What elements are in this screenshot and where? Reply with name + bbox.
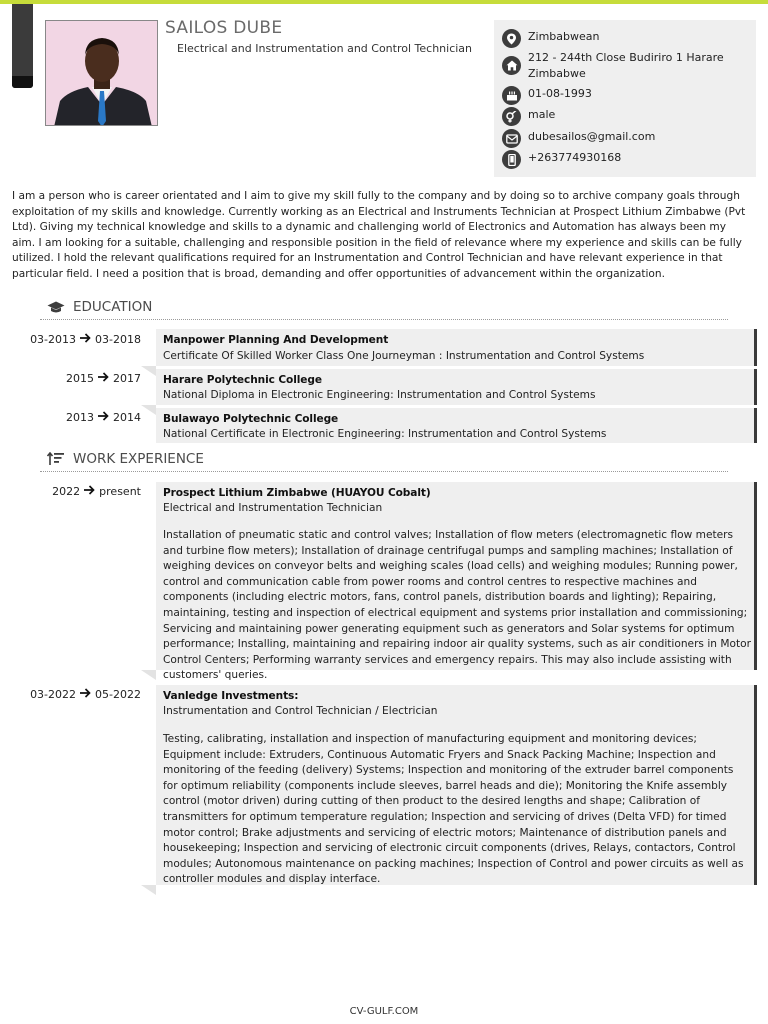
education-date-1 [30,333,141,346]
work-date-2 [30,688,141,701]
gender: male [528,108,556,121]
education-entry-2 [156,369,757,405]
education-heading [47,299,152,315]
birthdate-row [502,86,746,105]
contact-panel [494,20,756,177]
home-icon [502,56,521,75]
education-heading-label: EDUCATION [73,299,153,315]
phone[interactable]: +263774930168 [528,151,622,164]
arrow-right-icon [98,411,109,424]
footer-brand[interactable]: CV-GULF.COM [349,1006,419,1017]
profile-summary: I am a person who is career orientated and I aim to give my skill fully to the company and by doing so to archive company goals through exploitation of my skills and knowledge. Currently working as an Electrical and Instruments Technician at Prospect Lithium Zimbabwe (Pvt Ltd). Giving my technical knowledge and skills to a dynamic and challenging world of Electronics and Automation has always been my aim. I am looking for a suitable, challenging and responsible position in the field of relevance where my experience and skills can be fully utilized. I hold the relevant qualifications required for an Instrumentation and Control Technician and have relevant experience in that particular field. I need a position that is broad, demanding and offer opportunities of advancement within the organization. [12,190,746,280]
work-role-2: Instrumentation and Control Technician / Electrician [163,705,438,717]
work-start-1: 2022 [52,485,81,498]
nationality: Zimbabwean [528,30,600,43]
graduation-cap-icon [47,299,65,315]
work-heading [47,451,204,467]
work-description-1: Installation of pneumatic static and control valves; Installation of flow meters (electromagnetic flow meters and turbine flow meters); Installation of drainage centrifugal pumps and sampling machines; Installation of weighing devices on conveyor belts and weighing scales (load cells) and weighing modules; Running power, control and communication cable from power rooms and control centres to respective machines and components (including electric motors, fans, control panels, distribution boards and lighting); Repairing, maintaining, testing and inspection of electrical equipment and systems prior installation and commissioning; Servicing and maintaining power generating equipment such as generators and Solar systems for optimum performance; Installing, maintaining and repairing indoor air quality systems, such as air conditioners in Motor Control Centers; Performing warranty services and emergency repairs. This may also include assisting with customers' queries. [163,529,751,682]
education-date-2 [66,372,141,385]
work-start-2: 03-2022 [30,688,77,701]
email[interactable]: dubesailos@gmail.com [528,130,656,143]
profile-photo [45,20,158,126]
side-tab [12,4,33,88]
education-start-2: 2015 [66,372,94,385]
education-divider [40,319,728,320]
gender-row [502,107,746,126]
arrow-right-icon [80,333,91,346]
education-institution-2: Harare Polytechnic College [163,374,322,386]
address-line-2: Zimbabwe [528,67,586,80]
work-end-2: 05-2022 [95,688,141,701]
arrow-right-icon [84,485,95,498]
email-row [502,129,746,148]
sort-list-icon [47,451,65,467]
arrow-right-icon [80,688,91,701]
address-row [502,50,746,82]
education-entry-3 [156,408,757,443]
education-end-3: 2014 [113,411,141,424]
address [528,50,746,82]
arrow-right-icon [98,372,109,385]
gender-icon [502,107,521,126]
education-date-3 [66,411,141,424]
location-pin-icon [502,29,521,48]
top-accent-bar [0,0,768,4]
work-entry-1 [156,482,757,682]
work-end-1: present [99,485,141,498]
candidate-name: SAILOS DUBE [165,18,283,38]
education-institution-3: Bulawayo Polytechnic College [163,413,339,425]
education-qualification-1: Certificate Of Skilled Worker Class One Journeyman : Instrumentation and Control Systems [163,350,645,362]
education-entry-1 [156,329,757,366]
work-heading-label: WORK EXPERIENCE [73,451,204,467]
education-qualification-2: National Diploma in Electronic Engineering: Instrumentation and Control Systems [163,389,596,401]
work-date-1 [52,485,141,498]
education-start-3: 2013 [66,411,94,424]
education-end-1: 03-2018 [95,333,141,346]
address-line-1: 212 - 244th Close Budiriro 1 Harare [528,51,724,64]
email-icon [502,129,521,148]
education-institution-1: Manpower Planning And Development [163,334,389,346]
nationality-row [502,29,746,48]
work-company-1: Prospect Lithium Zimbabwe (HUAYOU Cobalt) [163,487,431,499]
work-company-2: Vanledge Investments: [163,690,299,702]
education-end-2: 2017 [113,372,141,385]
work-description-2: Testing, calibrating, installation and inspection of manufacturing equipment and monitoring devices; Equipment include: Extruders, Continuous Automatic Fryers and Snack Packing Machine; Inspection and monitoring of the feeding (delivery) Systems; Inspection and monitoring of the extruder barrel components for optimum reliability (components include sleeves, barrel heads and die); Monitoring the Knife assembly control (motor driven) during cutting of then product to the desired lengths and shape; Calibration of transmitters for optimum temperature regulation; Inspection and servicing of drives (Delta VFD) for timed motor control; Brake adjustments and servicing of electric motors; Maintenance of distribution panels and housekeeping; Inspection and servicing of electronic circuit components (drives, Relays, contactors, Control modules; Autonomous maintenance on packing machines; Inspection of Control and power circuits as well as controller modules and display interface. [163,733,744,886]
mobile-phone-icon [502,150,521,169]
work-divider [40,471,728,472]
birthday-cake-icon [502,86,521,105]
education-start-1: 03-2013 [30,333,77,346]
work-entry-2 [156,685,757,885]
job-title: Electrical and Instrumentation and Control Technician [177,42,473,55]
birth-date: 01-08-1993 [528,87,592,100]
education-qualification-3: National Certificate in Electronic Engineering: Instrumentation and Control Systems [163,428,607,440]
work-role-1: Electrical and Instrumentation Technician [163,502,383,514]
phone-row [502,150,746,169]
